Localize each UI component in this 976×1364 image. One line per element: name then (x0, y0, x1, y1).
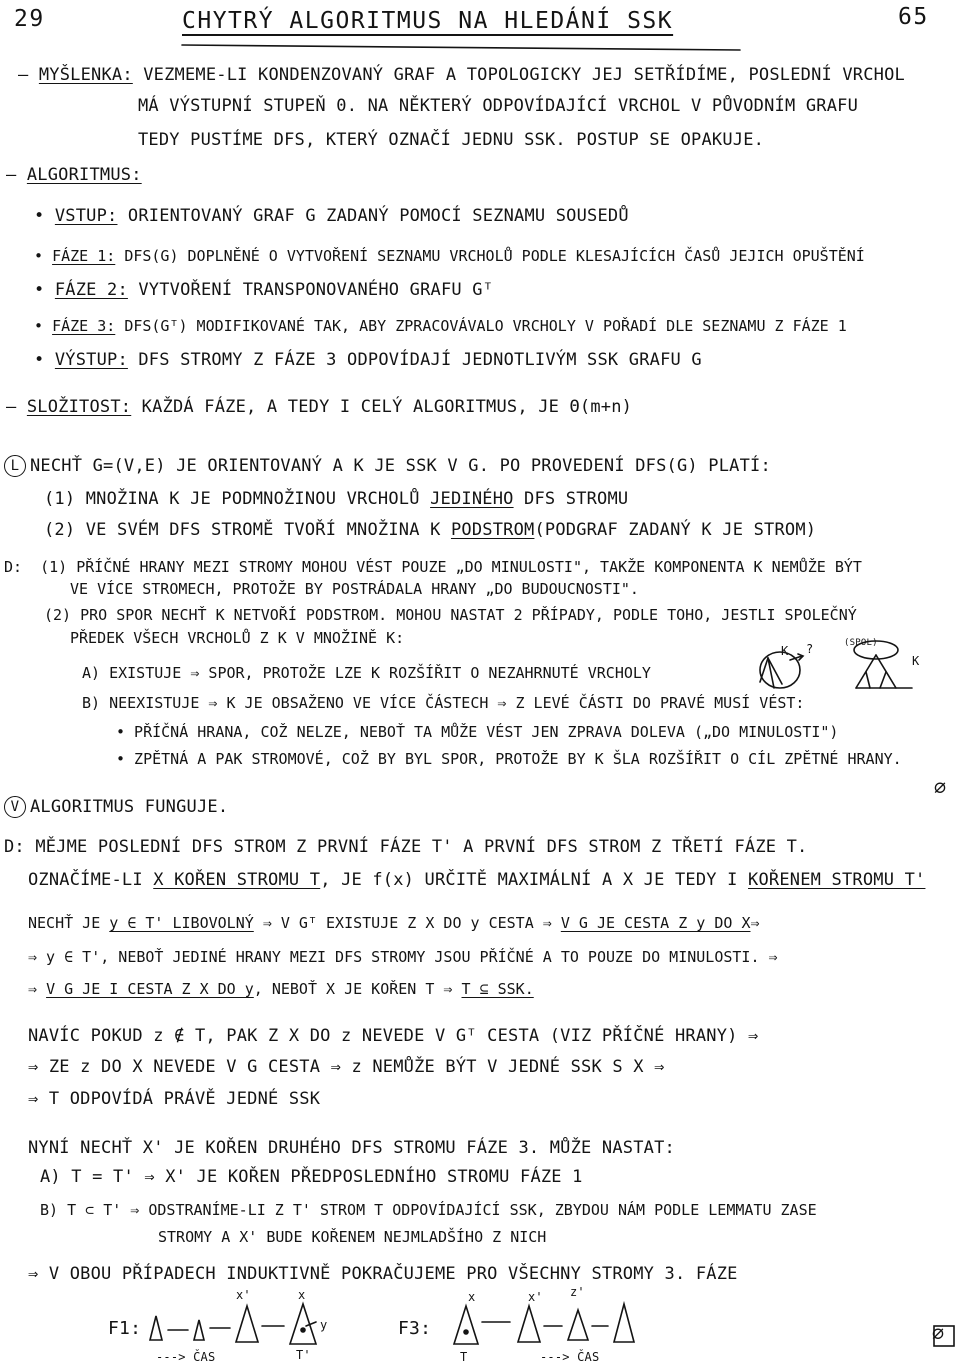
f3-label-t: T (460, 1350, 468, 1364)
page-number-left: 29 (14, 6, 45, 32)
proof-line-3: NECHŤ JE y ∈ T' LIBOVOLNÝ ⇒ V Gᵀ EXISTUJE Z X DO y CESTA ⇒ V G JE CESTA Z y DO X⇒ (28, 914, 760, 932)
idea-line-2: MÁ VÝSTUPNÍ STUPEŇ 0. NA NĚKTERÝ ODPOVÍDAJÍCÍ VRCHOL V PŮVODNÍM GRAFU (138, 96, 859, 116)
proof-line-6: NAVÍC POKUD z ∉ T, PAK Z X DO z NEVEDE V Gᵀ CESTA (VIZ PŘÍČNÉ HRANY) ⇒ (28, 1026, 759, 1046)
lemma-qed-mark: ∅ (934, 775, 947, 799)
f3-trees (454, 1304, 634, 1344)
complexity-section: – SLOŽITOST: KAŽDÁ FÁZE, A TEDY I CELÝ ALGORITMUS, JE Θ(m+n) (6, 397, 633, 417)
lemma-proof-1b: VE VÍCE STROMECH, PROTOŽE BY POSTRÁDALA HRANY „DO BUDOUCNOSTI". (70, 580, 639, 598)
proof-line-5: ⇒ V G JE I CESTA Z X DO y, NEBOŤ X JE KOŘEN T ⇒ T ⊆ SSK. (28, 980, 534, 998)
f3-label-z: z' (570, 1285, 585, 1299)
proof-line-9: NYNÍ NECHŤ X' JE KOŘEN DRUHÉHO DFS STROMU FÁZE 3. MŮŽE NASTAT: (28, 1138, 675, 1158)
f3-label-xprime: x' (528, 1290, 543, 1304)
f1-label-tprime: T' (296, 1348, 311, 1362)
lemma-case-b: B) NEEXISTUJE ⇒ K JE OBSAŽENO VE VÍCE ČÁSTECH ⇒ Z LEVÉ ČÁSTI DO PRAVÉ MUSÍ VÉST: (82, 694, 805, 712)
f1-time-arrow: ---> ČAS (156, 1350, 216, 1364)
f1-trees (150, 1304, 316, 1344)
theorem-statement: V ALGORITMUS FUNGUJE. (4, 796, 228, 818)
final-qed-mark: ∅ (932, 1321, 945, 1345)
sketch-case-b (854, 641, 912, 688)
lemma-proof-2a: (2) PRO SPOR NECHŤ K NETVOŘÍ PODSTROM. MOHOU NASTAT 2 PŘÍPADY, PODLE TOHO, JESTLI SPOLEČNÝ (44, 606, 857, 624)
idea-line-3: TEDY PUSTÍME DFS, KTERÝ OZNAČÍ JEDNU SSK. POSTUP SE OPAKUJE. (138, 130, 765, 150)
idea-section: – MYŠLENKA: VEZMEME-LI KONDENZOVANÝ GRAF A TOPOLOGICKY JEJ SETŘÍDÍME, POSLEDNÍ VRCHOL (18, 65, 905, 85)
proof-line-2: OZNAČÍME-LI X KOŘEN STROMU T, JE f(x) URČITĚ MAXIMÁLNÍ A X JE TEDY I KOŘENEM STROMU T' (28, 870, 926, 890)
f1-label-y: y (320, 1318, 328, 1332)
idea-label: MYŠLENKA: (38, 65, 133, 85)
f1-label-xprime: x' (236, 1288, 251, 1302)
theorem-mark: V (4, 796, 26, 818)
lemma-case-a: A) EXISTUJE ⇒ SPOR, PROTOŽE LZE K ROZŠÍŘIT O NEZAHRNUTÉ VRCHOLY (82, 664, 651, 682)
lemma-case-b-bullet-2: • ZPĚTNÁ A PAK STROMOVÉ, COŽ BY BYL SPOR, PROTOŽE BY K ŠLA ROZŠÍŘIT O CÍL ZPĚTNÉ HRANY. (116, 750, 902, 768)
sketch-case-a (760, 652, 803, 688)
algorithm-heading: – ALGORITMUS: (6, 165, 142, 185)
f1-label-x: x (298, 1288, 306, 1302)
idea-line-1: VEZMEME-LI KONDENZOVANÝ GRAF A TOPOLOGICKY JEJ SETŘÍDÍME, POSLEDNÍ VRCHOL (143, 65, 905, 85)
proof-line-11: B) T ⊂ T' ⇒ ODSTRANÍME-LI Z T' STROM T ODPOVÍDAJÍCÍ SSK, ZBYDOU NÁM PODLE LEMMATU ZASE (40, 1201, 817, 1219)
page-title: CHYTRÝ ALGORITMUS NA HLEDÁNÍ SSK (182, 8, 674, 34)
f3-time-arrow: ---> ČAS (540, 1350, 600, 1364)
algo-item-phase-3: • FÁZE 3: DFS(Gᵀ) MODIFIKOVANÉ TAK, ABY ZPRACOVÁVALO VRCHOLY V POŘADÍ DLE SEZNAMU Z FÁZE 1 (34, 317, 847, 335)
algo-item-phase-2: • FÁZE 2: VYTVOŘENÍ TRANSPONOVANÉHO GRAFU Gᵀ (34, 280, 494, 300)
lemma-case-b-bullet-1: • PŘÍČNÁ HRANA, COŽ NELZE, NEBOŤ TA MŮŽE VÉST JEN ZPRAVA DOLEVA („DO MINULOSTI") (116, 723, 839, 741)
proof-line-10: A) T = T' ⇒ X' JE KOŘEN PŘEDPOSLEDNÍHO STROMU FÁZE 1 (40, 1167, 583, 1187)
algo-item-phase-1: • FÁZE 1: DFS(G) DOPLNĚNÉ O VYTVOŘENÍ SEZNAMU VRCHOLŮ PODLE KLESAJÍCÍCH ČASŮ JEJICH OPUŠTĚNÍ (34, 247, 865, 265)
sketch-label-question: ? (806, 642, 814, 656)
lemma-proof-2b: PŘEDEK VŠECH VRCHOLŮ Z K V MNOŽINĚ K: (70, 629, 405, 647)
lemma-mark: L (4, 455, 26, 477)
sketch-label-k2: K (912, 654, 920, 668)
proof-line-1: D: MĚJME POSLEDNÍ DFS STROM Z PRVNÍ FÁZE T' A PRVNÍ DFS STROM Z TŘETÍ FÁZE T. (4, 837, 808, 857)
algo-item-input: • VSTUP: ORIENTOVANÝ GRAF G ZADANÝ POMOCÍ SEZNAMU SOUSEDŮ (34, 206, 629, 226)
lemma-statement: L NECHŤ G=(V,E) JE ORIENTOVANÝ A K JE SSK V G. PO PROVEDENÍ DFS(G) PLATÍ: (4, 455, 771, 477)
proof-line-4: ⇒ y ∈ T', NEBOŤ JEDINÉ HRANY MEZI DFS STROMY JSOU PŘÍČNÉ A TO POUZE DO MINULOSTI. ⇒ (28, 948, 778, 966)
proof-line-13: ⇒ V OBOU PŘÍPADECH INDUKTIVNĚ POKRAČUJEME PRO VŠECHNY STROMY 3. FÁZE (28, 1264, 738, 1284)
f3-label-x: x (468, 1290, 476, 1304)
figure-label-f3: F3: (398, 1318, 432, 1339)
lemma-proof-1a: D: (1) PŘÍČNÉ HRANY MEZI STROMY MOHOU VÉST POUZE „DO MINULOSTI", TAKŽE KOMPONENTA K NEMŮŽE BÝT (4, 558, 862, 576)
sketch-label-k1: K (781, 644, 789, 658)
proof-line-8: ⇒ T ODPOVÍDÁ PRÁVĚ JEDNÉ SSK (28, 1089, 321, 1109)
lemma-item-2: (2) VE SVÉM DFS STROMĚ TVOŘÍ MNOŽINA K PODSTROM(PODGRAF ZADANÝ K JE STROM) (44, 520, 817, 540)
title-underline (182, 45, 740, 50)
proof-line-12: STROMY A X' BUDE KOŘENEM NEJMLADŠÍHO Z NICH (158, 1228, 547, 1246)
algo-item-output: • VÝSTUP: DFS STROMY Z FÁZE 3 ODPOVÍDAJÍ JEDNOTLIVÝM SSK GRAFU G (34, 350, 702, 370)
figure-label-f1: F1: (108, 1318, 142, 1339)
sketch-label-spol: (SPOL) (844, 638, 878, 648)
page-number-right: 65 (898, 4, 929, 30)
lemma-item-1: (1) MNOŽINA K JE PODMNOŽINOU VRCHOLŮ JEDINÉHO DFS STROMU (44, 489, 629, 509)
proof-line-7: ⇒ ZE z DO X NEVEDE V G CESTA ⇒ z NEMŮŽE BÝT V JEDNÉ SSK S X ⇒ (28, 1057, 665, 1077)
final-qed-box (934, 1326, 954, 1346)
